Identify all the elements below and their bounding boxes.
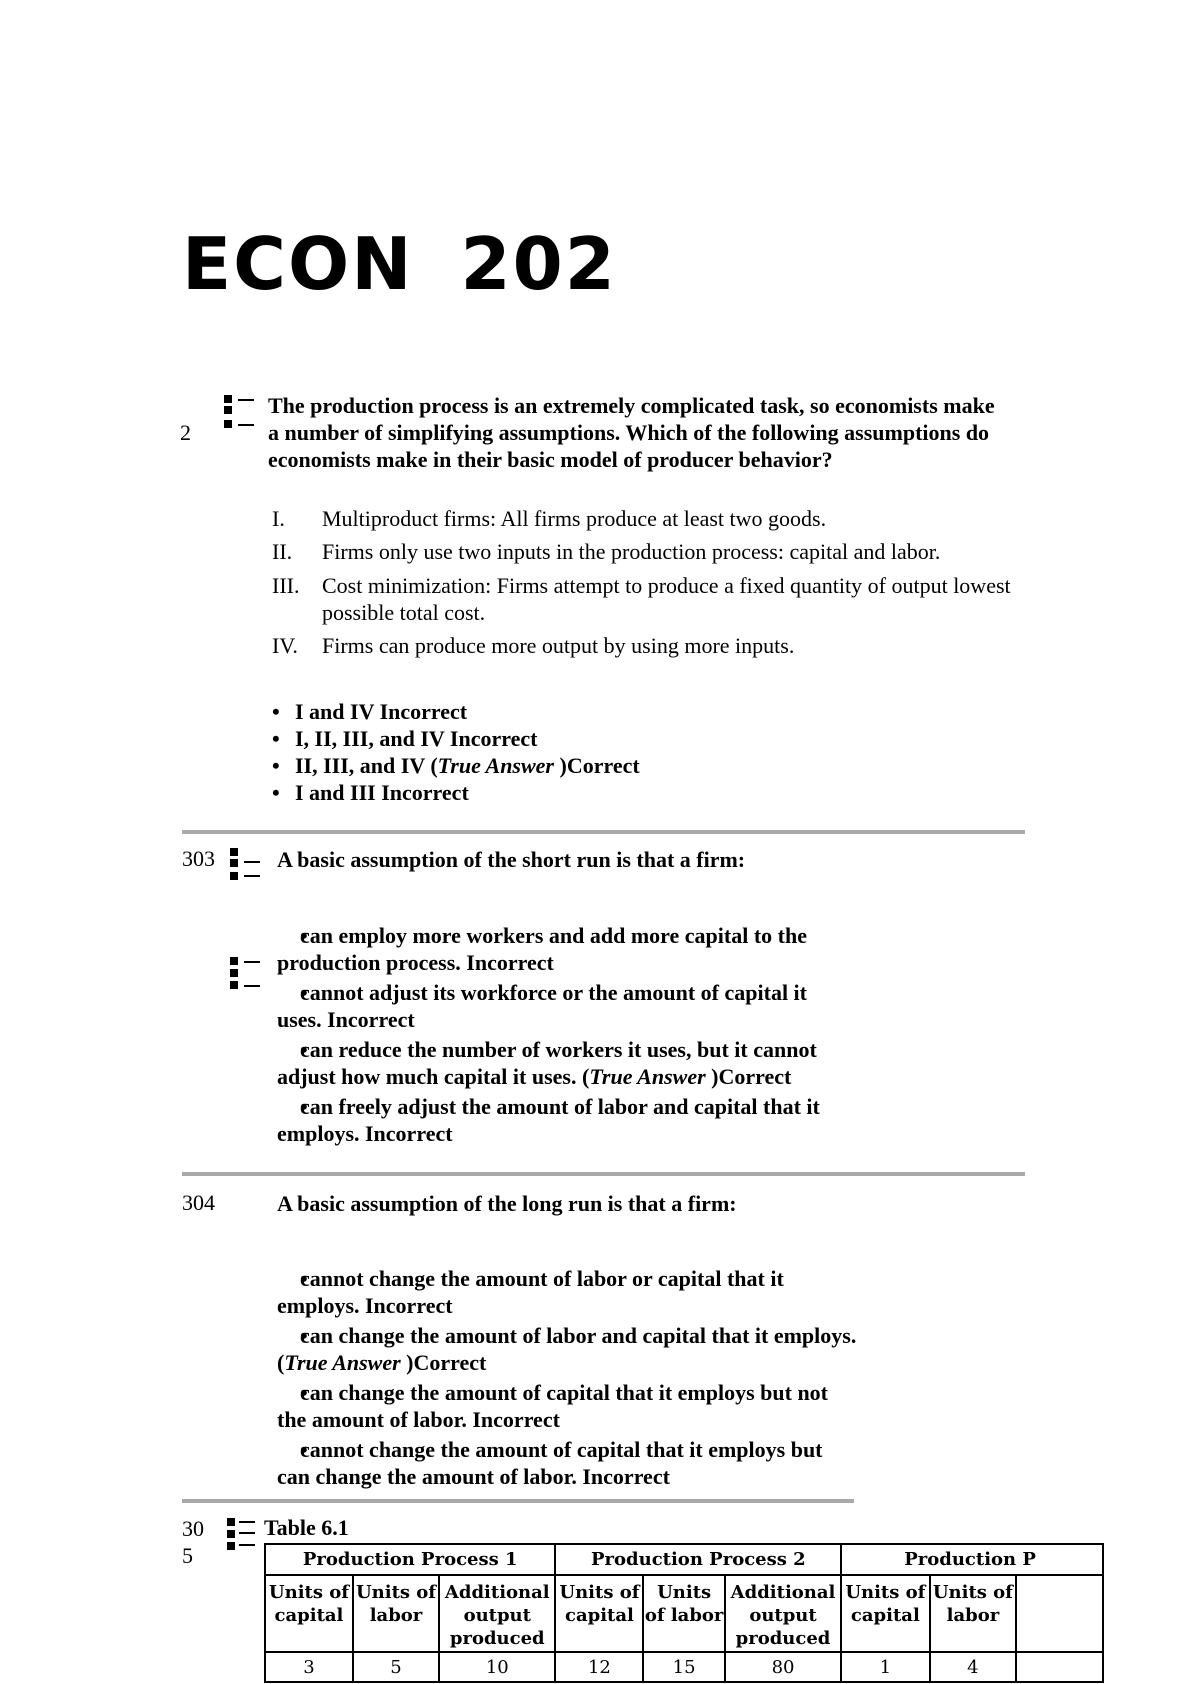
table-cell: 15 — [643, 1652, 724, 1682]
table-column-header: Additional output produced — [725, 1575, 841, 1652]
table-column-header: Units of capital — [841, 1575, 929, 1652]
list-icon — [228, 957, 264, 989]
question-number: 30 — [182, 1516, 204, 1541]
divider — [182, 1499, 854, 1503]
table-column-header: Units of capital — [555, 1575, 643, 1652]
table-cell: 3 — [265, 1652, 353, 1682]
page-title: ECON 202 — [182, 222, 617, 306]
answer-option: • can reduce the number of workers it uses, but it cannot adjust how much capital it uses. (True Answer )Correct — [277, 1036, 857, 1090]
table-cell-empty — [1016, 1652, 1103, 1682]
table-group-header: Production Process 1 — [265, 1544, 555, 1575]
table-group-header: Production Process 2 — [555, 1544, 841, 1575]
answer-list — [277, 1265, 857, 1490]
statement-numeral: I. — [272, 506, 285, 531]
table-cell: 4 — [930, 1652, 1017, 1682]
answer-option: • cannot change the amount of labor or capital that it employs. Incorrect — [277, 1265, 857, 1319]
question-number: 2 — [180, 420, 191, 445]
true-answer-label: True Answer — [437, 753, 554, 778]
question-number-continued: 5 — [182, 1543, 193, 1568]
question-text: The production process is an extremely complicated task, so economists make a number of simplifying assumptions. Which of the following assumptions do economists make in their basic model of producer behavior? — [268, 393, 995, 472]
table-cell: 80 — [725, 1652, 841, 1682]
statement-numeral: II. — [272, 539, 293, 564]
answer-list — [277, 922, 857, 1147]
list-icon — [222, 394, 258, 426]
answer-option: • I and IV Incorrect — [272, 698, 972, 725]
divider — [182, 830, 1025, 834]
list-icon — [228, 848, 264, 880]
question-text: A basic assumption of the short run is that a firm: — [277, 847, 746, 872]
statement-text: Cost minimization: Firms attempt to produce a fixed quantity of output lowest possible total cost. — [322, 573, 1011, 625]
true-answer-label: True Answer — [589, 1064, 706, 1089]
table-column-header: Units of capital — [265, 1575, 353, 1652]
table-column-header: Units of labor — [643, 1575, 724, 1652]
table-cell: 5 — [353, 1652, 439, 1682]
statement-text: Firms can produce more output by using more inputs. — [322, 633, 795, 658]
data-table — [264, 1543, 1104, 1683]
table-row — [265, 1652, 1103, 1682]
table-title: Table 6.1 — [264, 1515, 349, 1540]
answer-option: • can freely adjust the amount of labor and capital that it employs. Incorrect — [277, 1093, 857, 1147]
statement-text: Firms only use two inputs in the production process: capital and labor. — [322, 539, 941, 564]
answer-option: • I, II, III, and IV Incorrect — [272, 725, 972, 752]
table-column-header: Additional output produced — [439, 1575, 555, 1652]
true-answer-label: True Answer — [284, 1350, 401, 1375]
question-text: A basic assumption of the long run is that a firm: — [277, 1191, 737, 1216]
answer-option: • cannot adjust its workforce or the amount of capital it uses. Incorrect — [277, 979, 857, 1033]
table-viewport — [264, 1543, 1036, 1684]
question-number: 303 — [182, 846, 215, 871]
statement-numeral: III. — [272, 573, 300, 598]
table-cell: 12 — [555, 1652, 643, 1682]
table-column-header: Units of labor — [930, 1575, 1017, 1652]
answer-option: • can change the amount of labor and capital that it employs. (True Answer )Correct — [277, 1322, 857, 1376]
question-number: 304 — [182, 1190, 215, 1215]
table-column-header: Units of labor — [353, 1575, 439, 1652]
statement-text: Multiproduct firms: All firms produce at least two goods. — [322, 506, 827, 531]
answer-option: • II, III, and IV (True Answer )Correct — [272, 752, 972, 779]
table-group-header: Production P — [841, 1544, 1103, 1575]
divider — [182, 1172, 1025, 1176]
table-cell: 1 — [841, 1652, 929, 1682]
table-column-header-empty — [1016, 1575, 1103, 1652]
answer-option: • cannot change the amount of capital that it employs but can change the amount of labor. Incorrect — [277, 1436, 857, 1490]
statement-numeral: IV. — [272, 633, 298, 658]
answer-list — [272, 698, 972, 806]
table-cell: 10 — [439, 1652, 555, 1682]
answer-option: • can change the amount of capital that it employs but not the amount of labor. Incorrect — [277, 1379, 857, 1433]
answer-option: • can employ more workers and add more capital to the production process. Incorrect — [277, 922, 857, 976]
answer-option: • I and III Incorrect — [272, 779, 972, 806]
list-icon — [225, 1518, 261, 1550]
